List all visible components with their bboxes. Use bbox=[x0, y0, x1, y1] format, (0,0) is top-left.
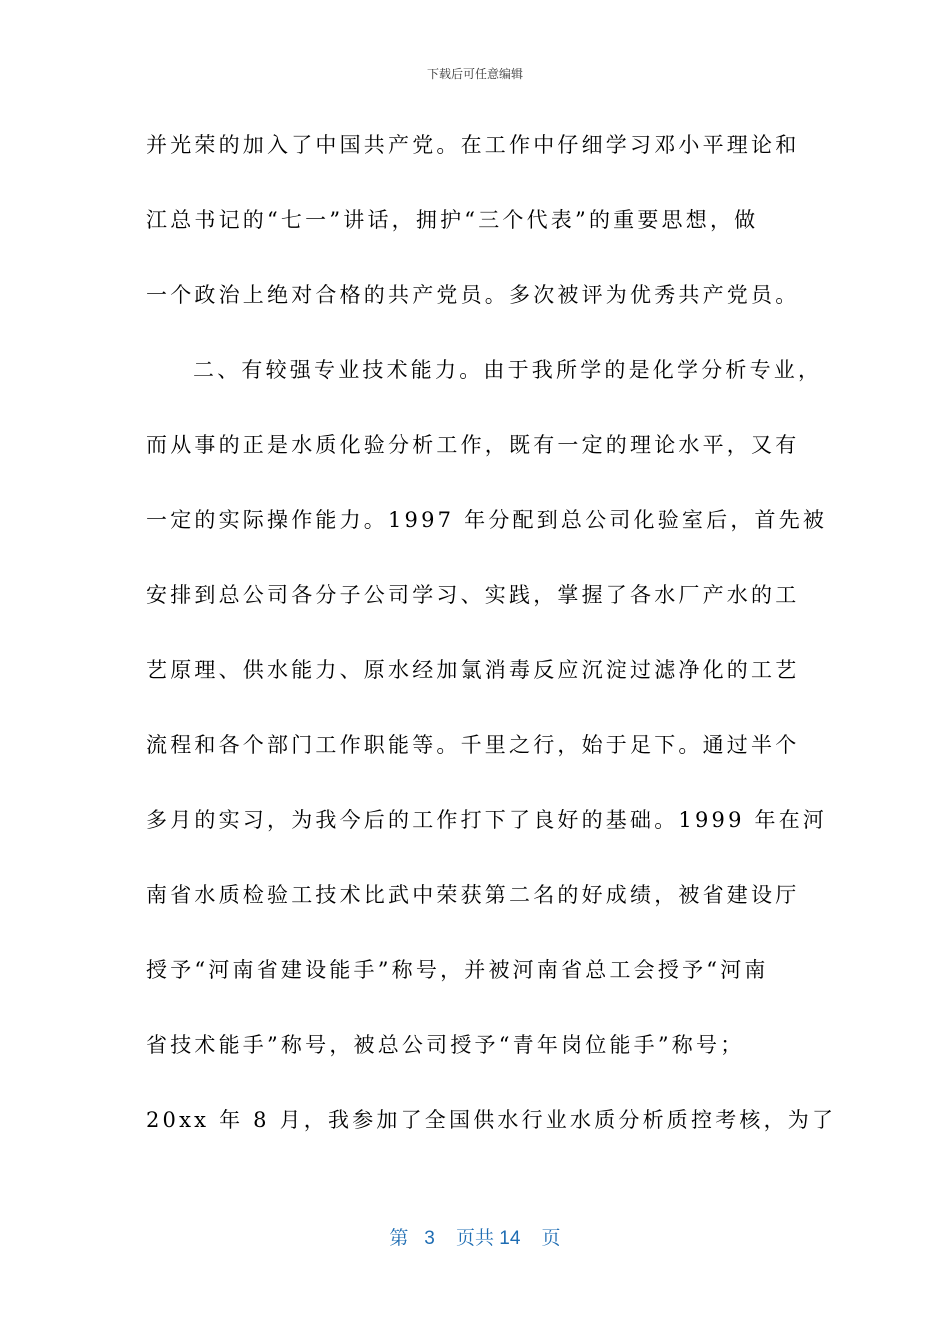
text-line: 流程和各个部门工作职能等。千里之行，始于足下。通过半个 bbox=[146, 733, 800, 757]
text-line-paragraph-start: 二、有较强专业技术能力。由于我所学的是化学分析专业， bbox=[193, 358, 823, 382]
text-line: 江总书记的“七一”讲话，拥护“三个代表”的重要思想，做 bbox=[146, 208, 759, 232]
body-text bbox=[146, 119, 837, 1169]
page-number-footer bbox=[0, 1226, 950, 1252]
page-label-suffix: 页 bbox=[541, 1228, 561, 1249]
text-line: 并光荣的加入了中国共产党。在工作中仔细学习邓小平理论和 bbox=[146, 133, 800, 157]
text-line: 授予“河南省建设能手”称号，并被河南省总工会授予“河南 bbox=[146, 958, 769, 982]
total-pages-number: 14 bbox=[499, 1228, 521, 1249]
page-header-note: 下载后可任意编辑 bbox=[426, 67, 523, 81]
text-line: 一定的实际操作能力。1997 年分配到总公司化验室后，首先被 bbox=[146, 508, 828, 532]
text-line: 一个政治上绝对合格的共产党员。多次被评为优秀共产党员。 bbox=[146, 283, 800, 307]
text-line: 安排到总公司各分子公司学习、实践，掌握了各水厂产水的工 bbox=[146, 583, 800, 607]
current-page-number: 3 bbox=[424, 1228, 435, 1249]
text-line: 多月的实习，为我今后的工作打下了良好的基础。1999 年在河 bbox=[146, 808, 828, 832]
page-label-prefix: 第 bbox=[389, 1228, 409, 1249]
page-label-middle: 页共 bbox=[455, 1228, 494, 1249]
text-line: 而从事的正是水质化验分析工作，既有一定的理论水平，又有 bbox=[146, 433, 800, 457]
text-line: 艺原理、供水能力、原水经加氯消毒反应沉淀过滤净化的工艺 bbox=[146, 658, 800, 682]
text-line: 南省水质检验工技术比武中荣获第二名的好成绩，被省建设厅 bbox=[146, 883, 800, 907]
text-line: 20xx 年 8 月，我参加了全国供水行业水质分析质控考核，为了 bbox=[146, 1108, 837, 1132]
text-line: 省技术能手”称号，被总公司授予“青年岗位能手”称号； bbox=[146, 1033, 745, 1057]
